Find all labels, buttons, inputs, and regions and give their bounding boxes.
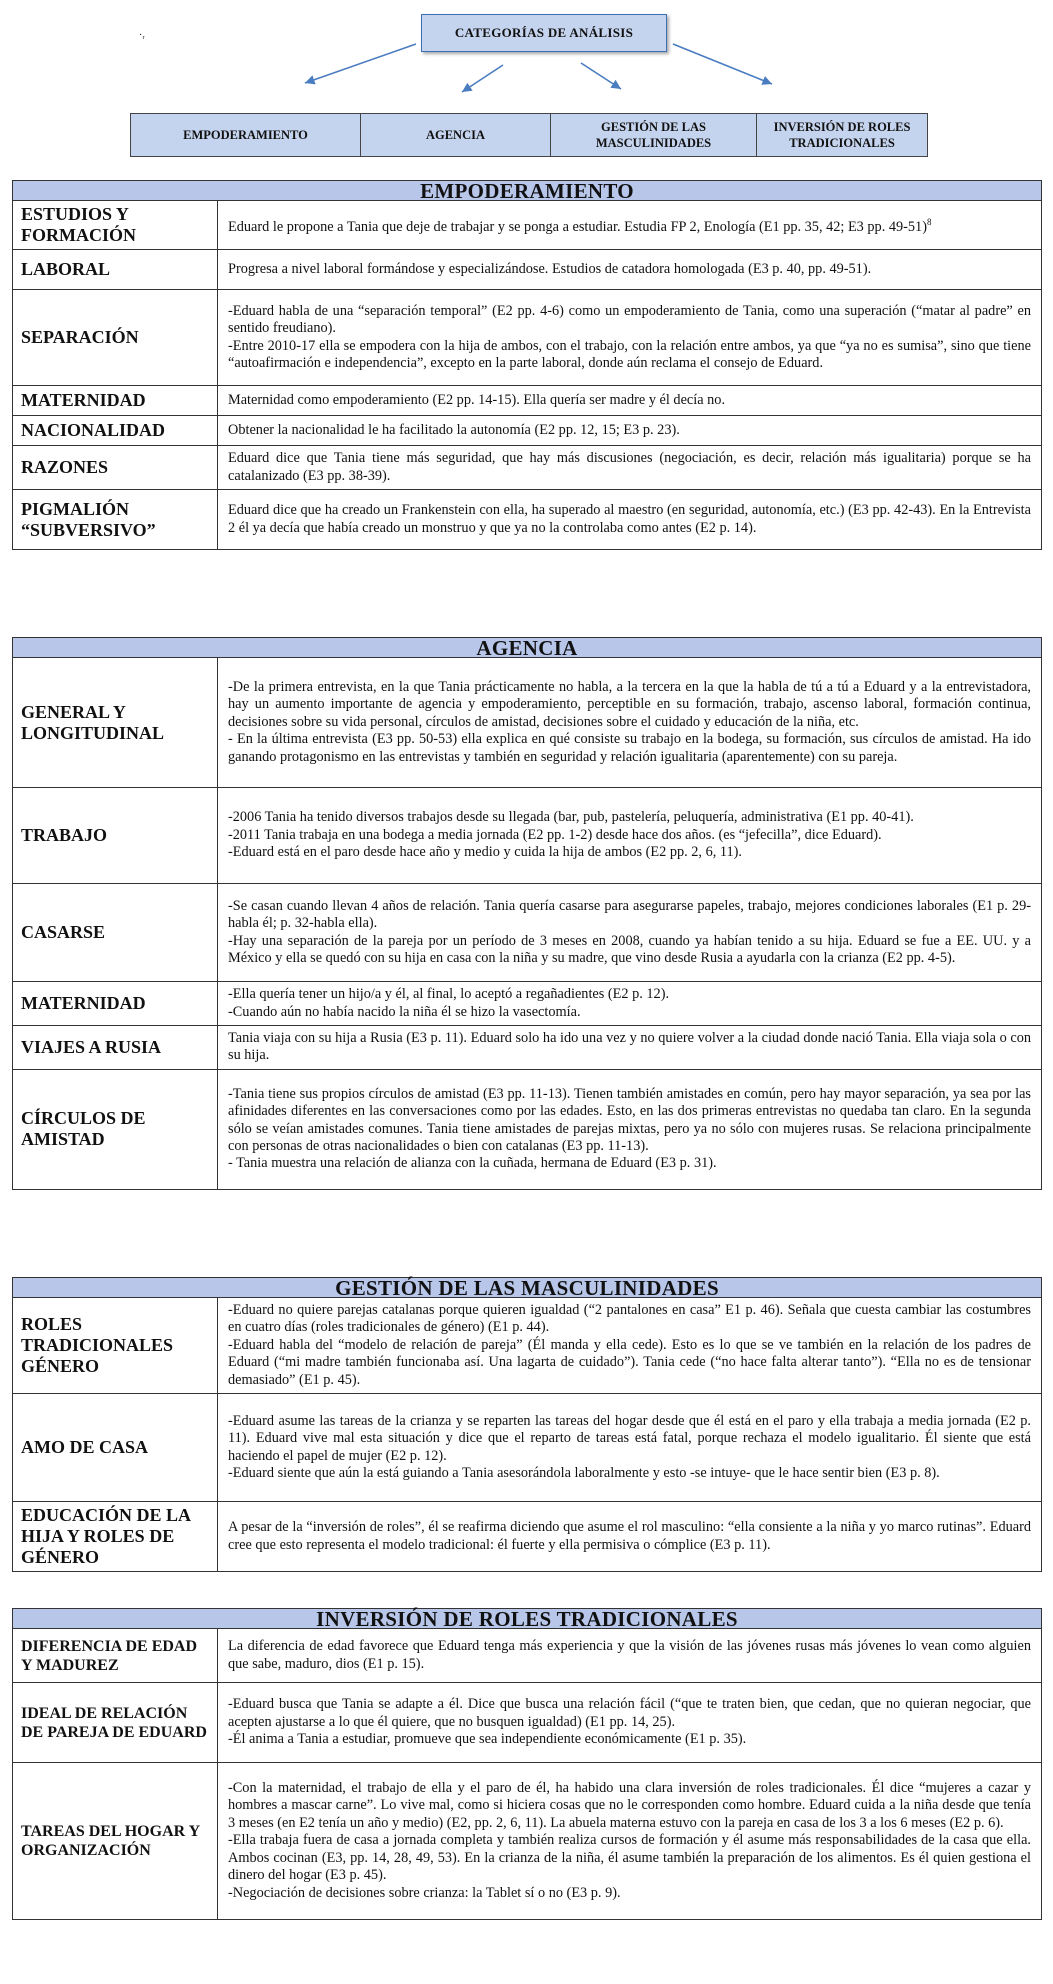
category-label: TRABAJO <box>13 788 218 884</box>
description-line <box>228 1337 1031 1389</box>
table-row <box>13 1683 1042 1763</box>
category-label: LABORAL <box>13 250 218 290</box>
category-label: NACIONALIDAD <box>13 416 218 446</box>
category-label: CASARSE <box>13 884 218 982</box>
stray-mark: ·ᵣ <box>139 30 145 41</box>
categories-diagram <box>0 0 1053 160</box>
table-row <box>13 982 1042 1026</box>
category-box: INVERSIÓN DE ROLES TRADICIONALES <box>773 120 911 150</box>
category-description <box>218 386 1042 416</box>
category-label: GENERAL Y LONGITUDINAL <box>13 658 218 788</box>
arrow-inversion <box>673 44 772 84</box>
description-text: -2011 Tania trabaja en una bodega a media jornada (E2 pp. 1-2) desde hace dos años. (es “jefecilla”, dice Eduard). <box>228 826 882 843</box>
description-line <box>228 261 1031 278</box>
categories-title: CATEGORÍAS DE ANÁLISIS <box>421 14 667 52</box>
category-box: GESTIÓN DE LAS MASCULINIDADES <box>551 114 757 156</box>
description-line <box>228 679 1031 731</box>
description-line <box>228 1832 1031 1884</box>
category-label: MATERNIDAD <box>13 982 218 1026</box>
description-line <box>228 898 1031 933</box>
section-title: EMPODERAMIENTO <box>12 180 1042 200</box>
description-text: -2006 Tania ha tenido diversos trabajos desde su llegada (bar, pub, pastelería, peluquería, administrativa (E1 pp. 40-41). <box>228 809 914 826</box>
category-description <box>218 1629 1042 1683</box>
category-label: ESTUDIOS Y FORMACIÓN <box>13 201 218 250</box>
table-row <box>13 386 1042 416</box>
table-row <box>13 1763 1042 1920</box>
description-line <box>228 986 1031 1003</box>
category-description <box>218 1069 1042 1189</box>
arrow-agencia <box>462 65 503 92</box>
category-description <box>218 290 1042 386</box>
description-line <box>228 1004 1031 1021</box>
arrow-empoderamiento <box>305 44 416 83</box>
table-row <box>13 201 1042 250</box>
description-text: Tania viaja con su hija a Rusia (E3 p. 11). Eduard solo ha ido una vez y no quiere volver a la ciudad donde nació Tania. Ella viaja sola o con su hija. <box>228 1030 1031 1064</box>
description-text: -Eduard habla de una “separación temporal” (E2 pp. 4-6) como un empoderamiento de Tania, como una superación (“matar al padre” en sentido freudiano). <box>228 302 1031 337</box>
description-line <box>228 1638 1031 1673</box>
description-text: -Ella quería tener un hijo/a y él, al final, lo aceptó a regañadientes (E2 p. 12). <box>228 986 670 1003</box>
description-text: -Eduard está en el paro desde hace año y medio y cuida la hija de ambos (E2 pp. 2, 6, 11). <box>228 844 742 861</box>
table-row <box>13 1069 1042 1189</box>
section-agencia <box>12 637 1042 1190</box>
category-description <box>218 490 1042 550</box>
category-label: IDEAL DE RELACIÓN DE PAREJA DE EDUARD <box>13 1683 218 1763</box>
category-table <box>12 1628 1042 1920</box>
description-line <box>228 1086 1031 1156</box>
description-line <box>228 809 1031 826</box>
section-title: GESTIÓN DE LAS MASCULINIDADES <box>12 1277 1042 1297</box>
table-row <box>13 250 1042 290</box>
description-line <box>228 450 1031 485</box>
category-description <box>218 446 1042 490</box>
table-row <box>13 446 1042 490</box>
description-text: -Negociación de decisiones sobre crianza: la Tablet sí o no (E3 p. 9). <box>228 1884 621 1901</box>
table-row <box>13 1298 1042 1394</box>
description-text: Obtener la nacionalidad le ha facilitado la autonomía (E2 pp. 12, 15; E3 p. 23). <box>228 421 680 438</box>
description-text: -Eduard siente que aún la está guiando a Tania asesorándola laboralmente y esto -se intuye- que le hace sentir bien (E3 p. 8). <box>228 1464 940 1481</box>
description-text: -Eduard busca que Tania se adapte a él. Dice que busca una relación fácil (“que te traten bien, que cedan, que no quieran negociar, que acepten ajustarse a lo que él quiere, que no busquen igualdad) (E1 pp. 14, 25). <box>228 1696 1031 1730</box>
description-line <box>228 1885 1031 1902</box>
category-label: CÍRCULOS DE AMISTAD <box>13 1069 218 1189</box>
description-text: Eduard dice que ha creado un Frankenstein con ella, ha superado al maestro (en seguridad, autonomía, etc.) (E3 pp. 42-43). En la Entrevista 2 él ya decía que había creado un monstruo y que ya no la controlaba como antes (E2 p. 14). <box>228 502 1031 536</box>
category-description <box>218 1763 1042 1920</box>
description-text: Eduard le propone a Tania que deje de trabajar y se ponga a estudiar. Estudia FP 2, Enología (E1 pp. 35, 42; E3 pp. 49-51) <box>228 218 927 235</box>
description-line <box>228 392 1031 409</box>
description-line <box>228 1030 1031 1065</box>
description-text: -Entre 2010-17 ella se empodera con la hija de ambos, con el trabajo, con la relación entre ambos, ya que “ya no es sumisa”, sino que tiene “autoafirmación e independencia”, excepto en la parte laboral, donde aún reclama el consejo de Eduard. <box>228 337 1031 371</box>
description-text: Eduard dice que Tania tiene más seguridad, que hay más discusiones (negociación, es decir, relación más igualitaria) porque se ha catalanizado (E3 pp. 38-39). <box>228 450 1031 484</box>
category-label: EDUCACIÓN DE LA HIJA Y ROLES DE GÉNERO <box>13 1502 218 1572</box>
description-text: Progresa a nivel laboral formándose y especializándose. Estudios de catadora homologada (E3 p. 40, pp. 49-51). <box>228 260 872 277</box>
category-description <box>218 788 1042 884</box>
description-text: - Tania muestra una relación de alianza con la cuñada, hermana de Eduard (E3 p. 31). <box>228 1155 717 1172</box>
description-text: -Él anima a Tania a estudiar, promueve que sea independiente económicamente (E1 p. 35). <box>228 1731 747 1748</box>
description-text: -Cuando aún no había nacido la niña él se hizo la vasectomía. <box>228 1003 581 1020</box>
description-line <box>228 1465 1031 1482</box>
description-line <box>228 502 1031 537</box>
description-line <box>228 1155 1031 1172</box>
section-inversión-de-roles-tradicionales <box>12 1608 1042 1920</box>
category-boxes <box>130 113 928 157</box>
description-text: -Tania tiene sus propios círculos de amistad (E3 pp. 11-13). Tienen también amistades en común, pero hay mayor separación, ya sea por las afinidades diferentes en las conversaciones como por las edades. Esto, en las dos primeras entrevistas no quedaba tan claro. En la segunda sólo se veían amistades comunes. Tania tiene amistades de parejas mixtas, pero ya no sólo con mujeres rusas. Se relaciona principalmente con personas de otras nacionalidades o bien con catalanas (E3 pp. 11-13). <box>228 1085 1031 1155</box>
category-label: RAZONES <box>13 446 218 490</box>
table-row <box>13 290 1042 386</box>
table-row <box>13 1394 1042 1502</box>
description-line <box>228 338 1031 373</box>
section-title: INVERSIÓN DE ROLES TRADICIONALES <box>12 1608 1042 1628</box>
category-label: TAREAS DEL HOGAR Y ORGANIZACIÓN <box>13 1763 218 1920</box>
category-description <box>218 1026 1042 1070</box>
category-description <box>218 982 1042 1026</box>
description-text: -De la primera entrevista, en la que Tania prácticamente no habla, a la tercera en la que la habla de tú a tú a Eduard y a la entrevistadora, hay un aumento importante de agencia y empoderamiento, perceptible en su formación, trabajo, ascenso laboral, formación continua, decisiones sobre su vida personal, círculos de amistad, decisiones sobre el cuidado y educación de la niña, etc. <box>228 678 1031 730</box>
table-row <box>13 416 1042 446</box>
table-row <box>13 1629 1042 1683</box>
category-description <box>218 658 1042 788</box>
description-text: - En la última entrevista (E3 pp. 50-53) ella explica en qué consiste su trabajo en la bodega, su formación, sus círculos de amistad. Ha ido ganando protagonismo en las entrevistas y también en seguridad y relación igualitaria (aparentemente) con su pareja. <box>228 731 1031 765</box>
description-text: -Con la maternidad, el trabajo de ella y el paro de él, ha habido una clara inversión de roles tradicionales. Él dice “mujeres a cazar y hombres a mascar carne”. Lo vive mal, como si hiciera cosas que no le corresponden como hombre. Eduard cuida a la niña desde que tenía 3 meses (en E2 tenía un año y medio) (E2, pp. 2, 6, 11). La abuela materna estuvo con la pareja en casa de los 3 a los 6 meses (E2 p. 6). <box>228 1780 1031 1831</box>
description-line <box>228 1780 1031 1832</box>
category-description <box>218 416 1042 446</box>
description-line <box>228 844 1031 861</box>
description-line <box>228 422 1031 439</box>
description-line <box>228 933 1031 968</box>
description-text: Maternidad como empoderamiento (E2 pp. 14-15). Ella quería ser madre y él decía no. <box>228 391 726 408</box>
category-table <box>12 1297 1042 1572</box>
description-line <box>228 1696 1031 1731</box>
description-text: -Se casan cuando llevan 4 años de relación. Tania quería casarse para asegurarse papeles, trabajo, mejores condiciones laborales (E1 p. 29-habla él; p. 32-habla ella). <box>228 897 1031 932</box>
category-label: DIFERENCIA DE EDAD Y MADUREZ <box>13 1629 218 1683</box>
table-row <box>13 658 1042 788</box>
category-label: ROLES TRADICIONALES GÉNERO <box>13 1298 218 1394</box>
description-text: A pesar de la “inversión de roles”, él se reafirma diciendo que asume el rol masculino: “ella consiente a la niña y yo marco rutinas”. Eduard cree que esto representa el modelo tradicional: él fuerte y ella permisiva o cómplice (E3 p. 11). <box>228 1519 1031 1553</box>
description-line <box>228 1413 1031 1465</box>
description-text: -Ella trabaja fuera de casa a jornada completa y también realiza cursos de formación y él asume más responsabilidades de la casa que ella. Ambos cocinan (E3, pp. 14, 28, 49, 53). En la crianza de la niña, él asume también la preparación de los alimentos. Es él quien gestiona el dinero del hogar (E3 p. 45). <box>228 1832 1031 1884</box>
category-description <box>218 250 1042 290</box>
category-description <box>218 1502 1042 1572</box>
category-description <box>218 1683 1042 1763</box>
description-line <box>228 731 1031 766</box>
description-text: -Hay una separación de la pareja por un período de 3 meses en 2008, cuando ya habían tenido a su hija. Eduard se fue a EE. UU. y a México y ella se quedó con su hija en casa con la niña y su madre, que vino desde Rusia a ayudarla con la crianza (E2 pp. 4-5). <box>228 932 1031 966</box>
description-line <box>228 1519 1031 1554</box>
category-label: VIAJES A RUSIA <box>13 1026 218 1070</box>
section-empoderamiento <box>12 180 1042 550</box>
category-label: AMO DE CASA <box>13 1394 218 1502</box>
description-line <box>228 1731 1031 1748</box>
table-row <box>13 1026 1042 1070</box>
category-description <box>218 201 1042 250</box>
description-text: -Eduard no quiere parejas catalanas porque quieren igualdad (“2 pantalones en casa” E1 p. 46). Señala que cuesta cambiar las costumbres en cuatro días (roles tradicionales de género) (E1 p. 44). <box>228 1302 1031 1336</box>
category-box: AGENCIA <box>361 114 551 156</box>
category-box: EMPODERAMIENTO <box>131 114 361 156</box>
arrow-gestion <box>581 63 621 89</box>
table-row <box>13 788 1042 884</box>
description-text: -Eduard asume las tareas de la crianza y se reparten las tareas del hogar desde que él está en el paro y ella trabaja a media jornada (E2 p. 11). Eduard vive mal esta situación y dice que el reparto de tareas está fatal, porque rechaza el modelo igualitario. Él siente que está haciendo el papel de mujer (E2 p. 12). <box>228 1412 1031 1464</box>
table-row <box>13 490 1042 550</box>
table-row <box>13 884 1042 982</box>
category-description <box>218 884 1042 982</box>
category-description <box>218 1394 1042 1502</box>
description-line <box>228 1302 1031 1337</box>
table-row <box>13 1502 1042 1572</box>
category-label: SEPARACIÓN <box>13 290 218 386</box>
description-line <box>228 827 1031 844</box>
section-gestión-de-las-masculinidades <box>12 1277 1042 1572</box>
category-label: PIGMALIÓN “SUBVERSIVO” <box>13 490 218 550</box>
category-label: MATERNIDAD <box>13 386 218 416</box>
description-line <box>228 214 1031 236</box>
category-table <box>12 200 1042 550</box>
description-line <box>228 303 1031 338</box>
category-table <box>12 657 1042 1190</box>
description-text: -Eduard habla del “modelo de relación de pareja” (Él manda y ella cede). Esto es lo que se ve también en la relación de los padres de Eduard (“mi madre también funcionaba así. Una lagarta de cuidado”). Tania cede (“no hace falta alterar tanto”). “Ella no es de tensionar demasiado” (E1 p. 45). <box>228 1336 1031 1388</box>
section-title: AGENCIA <box>12 637 1042 657</box>
footnote-ref: 8 <box>926 216 932 227</box>
description-text: La diferencia de edad favorece que Eduard tenga más experiencia y que la visión de las jóvenes rusas más jóvenes lo vean como alguien que sabe, maduro, dios (E1 p. 15). <box>228 1638 1031 1672</box>
category-description <box>218 1298 1042 1394</box>
